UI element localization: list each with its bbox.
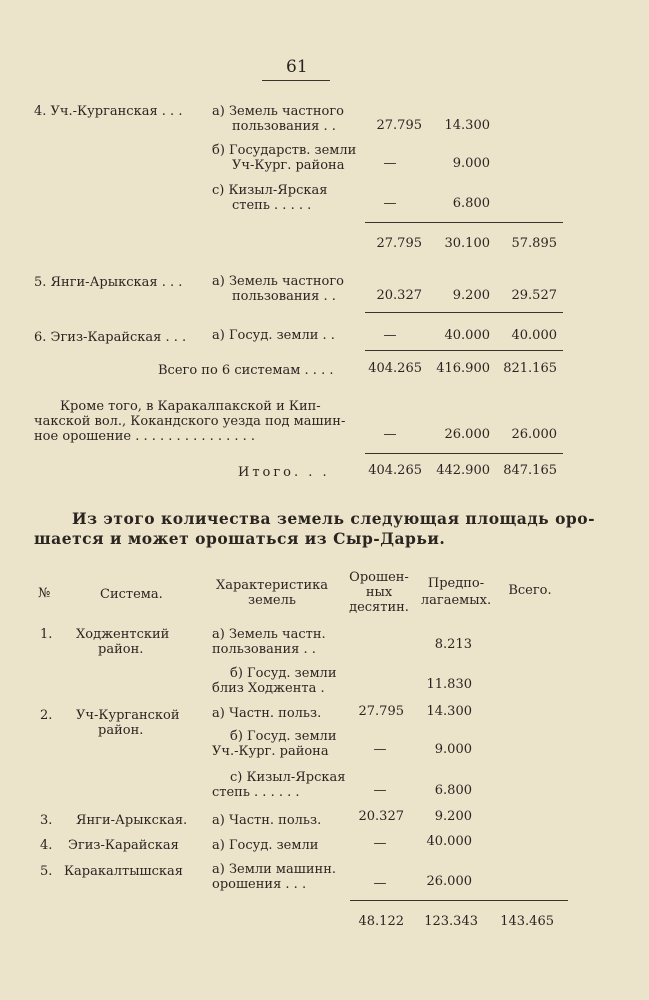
besides-line2: чакской вол., Кокандского уезда под машин- [34,414,346,429]
total-6-planned: 416.900 [436,361,490,376]
itogo-existing: 404.265 [368,463,422,478]
row-2-c-planned: 6.800 [434,783,472,798]
total-6-label: Всего по 6 системам . . . . [158,363,334,378]
row-2-c-line1: с) Кизыл-Ярская [230,770,346,785]
system-6-name: 6. Эгиз-Карайская . . . [34,330,187,345]
itogo-total: 847.165 [503,463,557,478]
row-2-a-irrigated: 27.795 [358,704,404,719]
system-4-b-line2: Уч-Кург. района [232,158,345,173]
system-5-existing: 20.327 [376,288,422,303]
row-3-number: 3. [40,813,53,828]
header-irrigated-line1: Орошен- [349,570,409,585]
row-4-planned: 40.000 [426,834,472,849]
header-characteristic-line2: земель [248,593,296,608]
header-irrigated-line2: ных [365,585,393,600]
row-3-name: Янги-Арыкская. [76,813,188,828]
system-4-name: 4. Уч.-Курганская . . . [34,104,183,119]
totals-irrigated: 48.122 [358,914,404,929]
row-2-a-line1: а) Частн. польз. [212,706,322,721]
row-3-irrigated: 20.327 [358,809,404,824]
row-1-a-planned: 8.213 [434,637,472,652]
system-4-a-line1: а) Земель частного [212,104,344,119]
row-4-number: 4. [40,838,53,853]
system-5-line2: пользования . . [232,289,336,304]
besides-existing: — [383,427,397,442]
system-4-a-existing: 27.795 [376,118,422,133]
system-4-b-line1: б) Государств. земли [212,143,357,158]
row-5-planned: 26.000 [426,874,472,889]
besides-total: 26.000 [511,427,557,442]
total-6-rule [365,350,563,351]
total-6-total: 821.165 [503,361,557,376]
row-2-name-line1: Уч-Курганской [76,708,180,723]
total-6-existing: 404.265 [368,361,422,376]
itogo-rule [365,453,563,454]
system-4-subtotal-existing: 27.795 [376,236,422,251]
totals-total: 143.465 [500,914,554,929]
system-4-b-planned: 9.000 [452,156,490,171]
besides-line3: ное орошение . . . . . . . . . . . . . . . [34,429,256,444]
system-5-total: 29.527 [511,288,557,303]
row-2-b-planned: 9.000 [434,742,472,757]
itogo-planned: 442.900 [436,463,490,478]
row-1-number: 1. [40,627,53,642]
row-1-a-line1: а) Земель частн. [212,627,326,642]
system-6-planned: 40.000 [444,328,490,343]
header-system: Система. [100,587,163,602]
system-4-subtotal-planned: 30.100 [444,236,490,251]
besides-line1: Кроме того, в Каракалпакской и Кип- [60,399,321,414]
row-2-b-irrigated: — [373,742,387,757]
system-5-name: 5. Янги-Арыкская . . . [34,275,183,290]
header-total: Всего. [508,583,552,598]
itogo-label: Итого. . . [238,465,330,480]
row-2-name-line2: район. [98,723,144,738]
row-5-number: 5. [40,864,53,879]
row-5-irrigated: — [373,876,387,891]
system-4-subtotal-total: 57.895 [511,236,557,251]
system-5-planned: 9.200 [452,288,490,303]
row-5-characteristic-line1: а) Земли машинн. [212,862,336,877]
row-1-b-line2: близ Ходжента . [212,681,325,696]
besides-planned: 26.000 [444,427,490,442]
row-1-a-line2: пользования . . [212,642,316,657]
header-irrigated-line3: десятин. [349,600,409,615]
row-5-name: Каракалтышская [64,864,183,879]
totals-planned: 123.343 [424,914,478,929]
system-6-line1: а) Госуд. земли . . [212,328,335,343]
system-4-c-line1: с) Кизыл-Ярская [212,183,328,198]
paragraph-line2: шается и может орошаться из Сыр-Дарьи. [34,529,446,548]
row-4-irrigated: — [373,836,387,851]
row-2-a-planned: 14.300 [426,704,472,719]
system-4-b-existing: — [383,156,397,171]
system-6-existing: — [383,328,397,343]
header-planned-line1: Предпо- [427,576,485,591]
row-1-name-line1: Ходжентский [76,627,170,642]
row-2-b-line1: б) Госуд. земли [230,729,337,744]
row-4-characteristic: а) Госуд. земли [212,838,319,853]
system-4-c-existing: — [383,196,397,211]
row-2-c-line2: степь . . . . . . [212,785,300,800]
row-3-characteristic: а) Частн. польз. [212,813,322,828]
row-1-name-line2: район. [98,642,144,657]
system-4-c-line2: степь . . . . . [232,198,312,213]
system-4-c-planned: 6.800 [452,196,490,211]
page-number: 61 [286,57,308,77]
paragraph-line1: Из этого количества земель следующая площадь оро- [72,509,596,528]
system-4-a-planned: 14.300 [444,118,490,133]
row-2-b-line2: Уч.-Кург. района [212,744,329,759]
row-2-number: 2. [40,708,53,723]
row-1-b-line1: б) Госуд. земли [230,666,337,681]
system-4-subtotal-rule [365,222,563,223]
row-2-c-irrigated: — [373,783,387,798]
row-5-characteristic-line2: орошения . . . [212,877,307,892]
system-5-line1: а) Земель частного [212,274,344,289]
page-number-rule [262,80,330,81]
row-1-b-planned: 11.830 [426,677,472,692]
header-characteristic-line1: Характеристика [215,578,329,593]
system-5-rule [365,312,563,313]
row-4-name: Эгиз-Карайская [68,838,179,853]
header-planned-line2: лагаемых. [420,593,492,608]
table-totals-rule [350,900,568,901]
system-4-a-line2: пользования . . [232,119,336,134]
row-3-planned: 9.200 [434,809,472,824]
system-6-total: 40.000 [511,328,557,343]
header-number: № [38,586,51,601]
